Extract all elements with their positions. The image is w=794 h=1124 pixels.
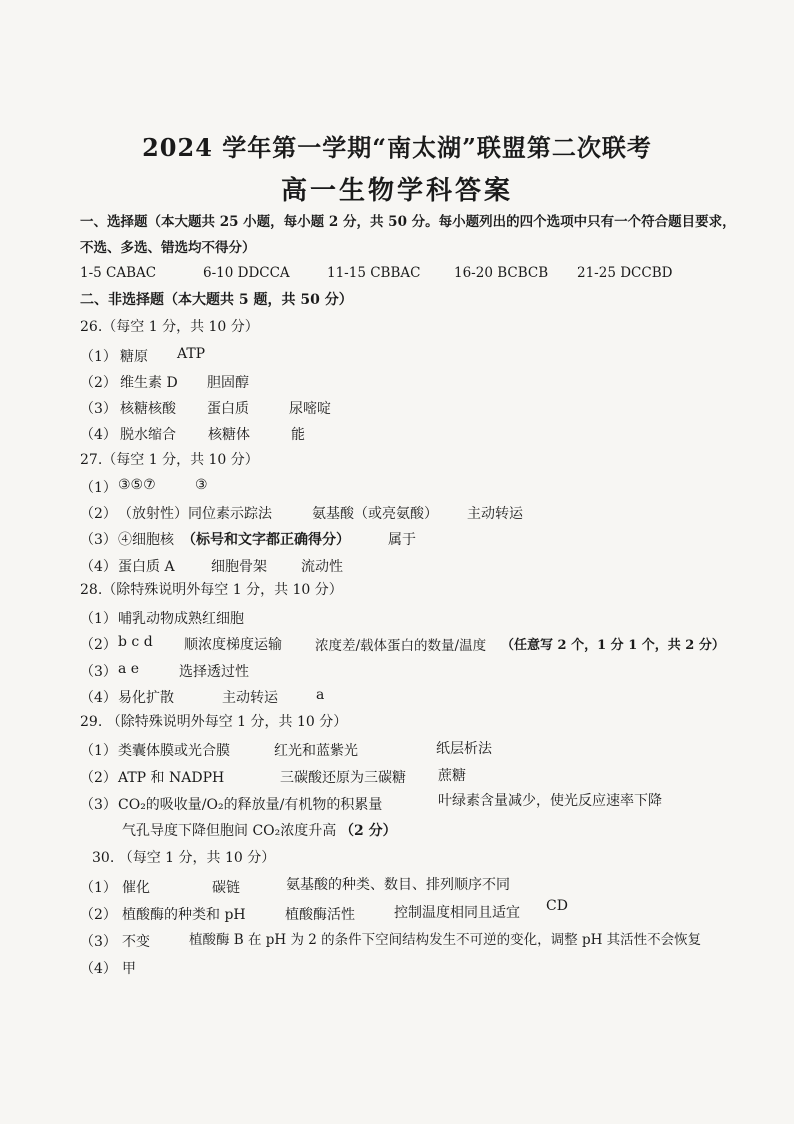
q28-r4-a: 易化扩散 [118,690,174,706]
q30-r1-c: 氨基酸的种类、数目、排列顺序不同 [286,877,510,893]
q29-header: 29. （除特殊说明外每空 1 分，共 10 分） [80,714,348,730]
q29-r3-a: CO₂的吸收量/O₂的释放量/有机物的积累量 [118,797,383,813]
q29-r2-a: ATP 和 NADPH [118,770,225,786]
q30-r3-a: 不变 [122,934,150,950]
q26-r2-a: 维生素 D [120,375,178,391]
answer-subtitle: 高一生物学科答案 [280,176,513,206]
q26-r1-b: ATP [177,346,206,362]
q28-r2-b: 顺浓度梯度运输 [184,637,282,653]
q26-r4-a: 脱水缩合 [120,427,176,443]
q29-r2-b: 三碳酸还原为三碳糖 [280,770,406,786]
q30-r2-d: CD [546,898,568,914]
q30-r1-num: （1） [80,880,117,896]
q30-r2-num: （2） [80,907,117,923]
q28-r2-a: b c d [118,634,153,650]
q27-r1-b: ③ [195,477,208,493]
q27-r3-b: 属于 [388,532,416,548]
q28-r3-a: a e [118,661,140,677]
q26-r2-b: 胆固醇 [207,375,249,391]
q28-r1-num: （1） [80,611,117,627]
q27-r4-a: 蛋白质 A [118,559,175,575]
mcq-answer-1-5: 1-5 CABAC [80,265,157,281]
q29-r1-a: 类囊体膜或光合膜 [118,743,230,759]
q27-r4-c: 流动性 [301,559,343,575]
q27-r4-num: （4） [80,559,117,575]
q28-r3-b: 选择透过性 [179,664,249,680]
q28-r4-num: （4） [80,690,117,706]
q30-r4-num: （4） [80,961,117,977]
q30-r1-b: 碳链 [212,880,240,896]
q29-r3b-a-note: （2 分） [340,823,397,839]
q29-r1-num: （1） [80,743,117,759]
q28-r1-a: 哺乳动物成熟红细胞 [118,611,244,627]
q29-r3-b: 叶绿素含量减少，使光反应速率下降 [438,793,662,809]
q28-r2-c: 浓度差/载体蛋白的数量/温度 [315,638,487,654]
q26-r3-a: 核糖核酸 [120,401,176,417]
q27-header: 27.（每空 1 分，共 10 分） [80,452,259,468]
q29-r3-num: （3） [80,797,117,813]
q27-r2-num: （2） [80,506,117,522]
q30-r1-a: 催化 [122,880,150,896]
q30-header: 30. （每空 1 分，共 10 分） [92,850,276,866]
q26-r1-num: （1） [80,349,117,365]
q28-r2-num: （2） [80,637,117,653]
q26-r3-num: （3） [80,401,117,417]
q27-r1-a: ③⑤⑦ [118,477,156,493]
q26-r4-b: 核糖体 [208,427,250,443]
q26-header: 26.（每空 1 分，共 10 分） [80,319,259,335]
mcq-answer-11-15: 11-15 CBBAC [327,265,421,281]
q30-r3-b: 植酸酶 B 在 pH 为 2 的条件下空间结构发生不可逆的变化，调整 pH 其活性不会恢复 [189,932,702,948]
q27-r2-c: 主动转运 [467,506,523,522]
section1-heading-cont: 不选、多选、错选均不得分） [80,240,256,256]
q30-r2-c: 控制温度相同且适宜 [394,905,520,921]
q26-r2-num: （2） [80,375,117,391]
q30-r2-a: 植酸酶的种类和 pH [122,907,246,923]
q26-r4-c: 能 [291,427,305,443]
q27-r2-a: （放射性）同位素示踪法 [118,506,272,522]
q29-r3b-a: 气孔导度下降但胞间 CO₂浓度升高 [122,823,337,839]
q27-r3-num: （3） [80,532,117,548]
q28-r4-c: a [316,687,325,703]
q29-r2-c: 蔗糖 [438,768,466,784]
q27-r2-b: 氨基酸（或亮氨酸） [312,506,438,522]
q30-r3-num: （3） [80,934,117,950]
q29-r1-b: 红光和蓝紫光 [274,743,358,759]
q28-header: 28.（除特殊说明外每空 1 分，共 10 分） [80,582,343,598]
q26-r4-num: （4） [80,427,117,443]
q26-r1-a: 糖原 [120,349,148,365]
q29-r1-c: 纸层析法 [436,741,492,757]
mcq-answer-6-10: 6-10 DDCCA [203,265,290,281]
q29-r2-num: （2） [80,770,117,786]
mcq-answer-16-20: 16-20 BCBCB [454,265,549,281]
q28-r4-b: 主动转运 [222,690,278,706]
q27-r4-b: 细胞骨架 [211,559,267,575]
q27-r3-a-note: （标号和文字都正确得分） [182,532,350,548]
q27-r3-a: ④细胞核 [118,532,174,548]
q30-r2-b: 植酸酶活性 [285,907,355,923]
section1-heading: 一、选择题（本大题共 25 小题，每小题 2 分，共 50 分。每小题列出的四个选项中只有一个符合题目要求， [80,214,736,230]
mcq-answer-21-25: 21-25 DCCBD [577,265,673,281]
q28-r2-c-note: （任意写 2 个，1 分 1 个，共 2 分） [501,638,725,653]
q26-r3-b: 蛋白质 [207,401,249,417]
q27-r1-num: （1） [80,480,117,496]
q30-r4-a: 甲 [122,961,136,977]
q26-r3-c: 尿嘧啶 [289,401,331,417]
q28-r3-num: （3） [80,664,117,680]
section2-heading: 二、非选择题（本大题共 5 题，共 50 分） [80,292,353,308]
exam-title: 2024 学年第一学期“南太湖”联盟第二次联考 [142,133,652,162]
